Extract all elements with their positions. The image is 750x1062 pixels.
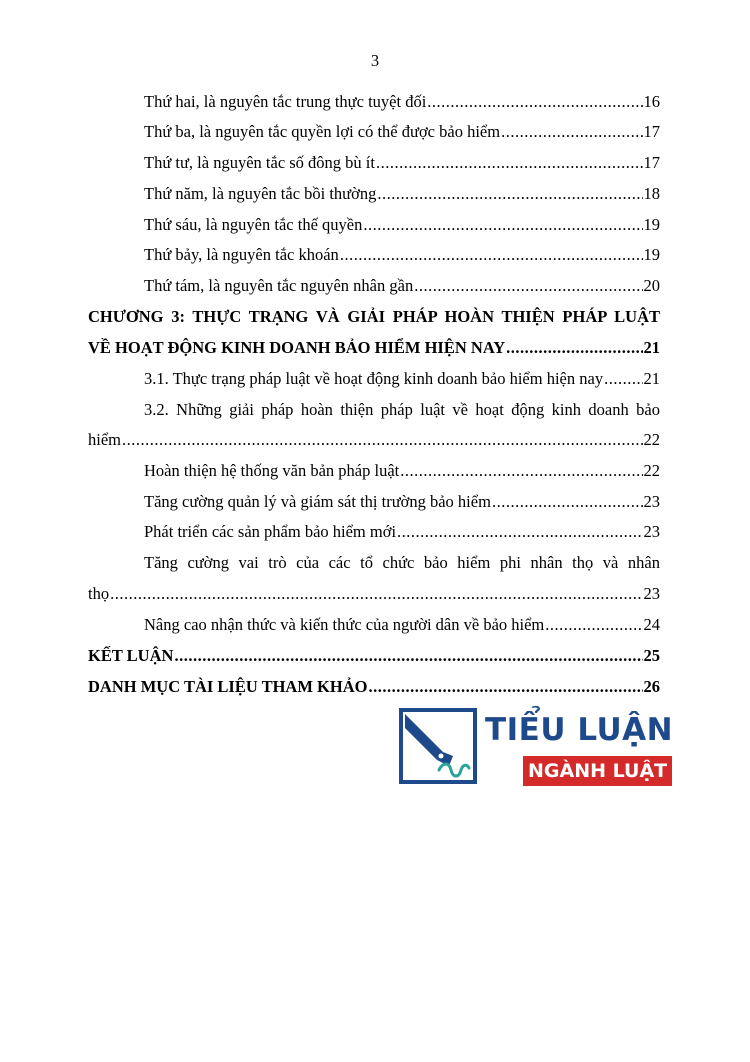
toc-entry-title: Thứ tám, là nguyên tắc nguyên nhân gần [144,276,414,295]
toc-entry[interactable] [144,245,660,265]
toc-entry-page: 20 [643,276,660,295]
dot-leader [492,492,643,512]
toc-entry-page: 22 [643,461,660,480]
dot-leader [414,276,642,296]
toc-entry-line1[interactable]: Tăng cường vai trò của các tổ chức bảo hiểm phi nhân thọ và nhân [144,553,660,572]
dot-leader [122,430,643,450]
toc-entry[interactable] [144,215,660,235]
toc-entry[interactable] [144,276,660,296]
toc-chapter-entry[interactable] [88,338,660,358]
toc-entry[interactable] [88,430,660,450]
toc-entry-title: Phát triển các sản phẩm bảo hiểm mới [144,522,397,541]
dot-leader [110,584,642,604]
toc-entry[interactable] [144,122,660,142]
toc-entry-title: 3.1. Thực trạng pháp luật về hoạt động kinh doanh bảo hiểm hiện nay [144,369,604,388]
toc-entry-page: 26 [643,677,660,696]
dot-leader [400,461,642,481]
toc-entry-page: 24 [643,615,660,634]
toc-entry-page: 25 [643,646,660,665]
toc-entry-title: VỀ HOẠT ĐỘNG KINH DOANH BẢO HIỂM HIỆN NAY [88,338,506,357]
toc-entry-title: Thứ năm, là nguyên tắc bồi thường [144,184,377,203]
toc-references-entry[interactable] [88,677,660,697]
toc-entry-page: 19 [643,215,660,234]
toc-entry[interactable] [144,92,660,112]
toc-entry-page: 23 [643,492,660,511]
toc-entry-page: 18 [643,184,660,203]
toc-entry-page: 23 [643,522,660,541]
toc-entry-page: 16 [643,92,660,111]
watermark-logo [399,708,674,784]
toc-entry[interactable] [144,492,660,512]
toc-entry-title: Thứ hai, là nguyên tắc trung thực tuyệt đối [144,92,427,111]
logo-title: TIỂU LUẬN [485,712,674,748]
page-number: 3 [370,51,380,70]
dot-leader [363,215,642,235]
toc-entry-page: 19 [643,245,660,264]
toc-entry-title: Thứ bảy, là nguyên tắc khoán [144,245,339,264]
logo-subtitle: NGÀNH LUẬT [523,756,672,786]
dot-leader [506,338,642,358]
toc-entry[interactable] [144,369,660,389]
toc-entry-title: Thứ tư, là nguyên tắc số đông bù ít [144,153,375,172]
toc-entry-title: Nâng cao nhận thức và kiến thức của người dân về bảo hiểm [144,615,545,634]
toc-entry[interactable] [144,522,660,542]
toc-entry-title: hiểm [88,430,121,449]
toc-entry-title: Tăng cường quản lý và giám sát thị trường bảo hiểm [144,492,491,511]
dot-leader [174,646,642,666]
toc-entry-page: 21 [643,369,660,388]
toc-conclusion-entry[interactable] [88,646,660,666]
toc-entry[interactable] [144,153,660,173]
toc-entry-page: 22 [643,430,660,449]
toc-entry[interactable] [88,584,660,604]
toc-entry-title: thọ [88,584,110,603]
dot-leader [377,184,642,204]
pen-nib-icon [399,708,477,784]
toc-entry-title: KẾT LUẬN [88,646,174,665]
toc-chapter-heading-line1[interactable]: CHƯƠNG 3: THỰC TRẠNG VÀ GIẢI PHÁP HOÀN THIỆN PHÁP LUẬT [88,307,660,326]
dot-leader [397,522,642,542]
dot-leader [545,615,642,635]
toc-entry-line1[interactable]: 3.2. Những giải pháp hoàn thiện pháp luật về hoạt động kinh doanh bảo [144,400,660,419]
dot-leader [604,369,642,389]
dot-leader [501,122,642,142]
toc-entry-page: 17 [643,122,660,141]
dot-leader [427,92,642,112]
toc-entry-title: Thứ sáu, là nguyên tắc thế quyền [144,215,363,234]
toc-entry-title: Hoàn thiện hệ thống văn bản pháp luật [144,461,400,480]
toc-entry[interactable] [144,184,660,204]
toc-entry-page: 17 [643,153,660,172]
dot-leader [368,677,642,697]
toc-entry-title: Thứ ba, là nguyên tắc quyền lợi có thể được bảo hiểm [144,122,501,141]
toc-entry-page: 21 [643,338,660,357]
toc-entry[interactable] [144,615,660,635]
toc-entry-page: 23 [643,584,660,603]
toc-entry-title: DANH MỤC TÀI LIỆU THAM KHẢO [88,677,368,696]
toc-entry[interactable] [144,461,660,481]
dot-leader [376,153,643,173]
dot-leader [340,245,643,265]
